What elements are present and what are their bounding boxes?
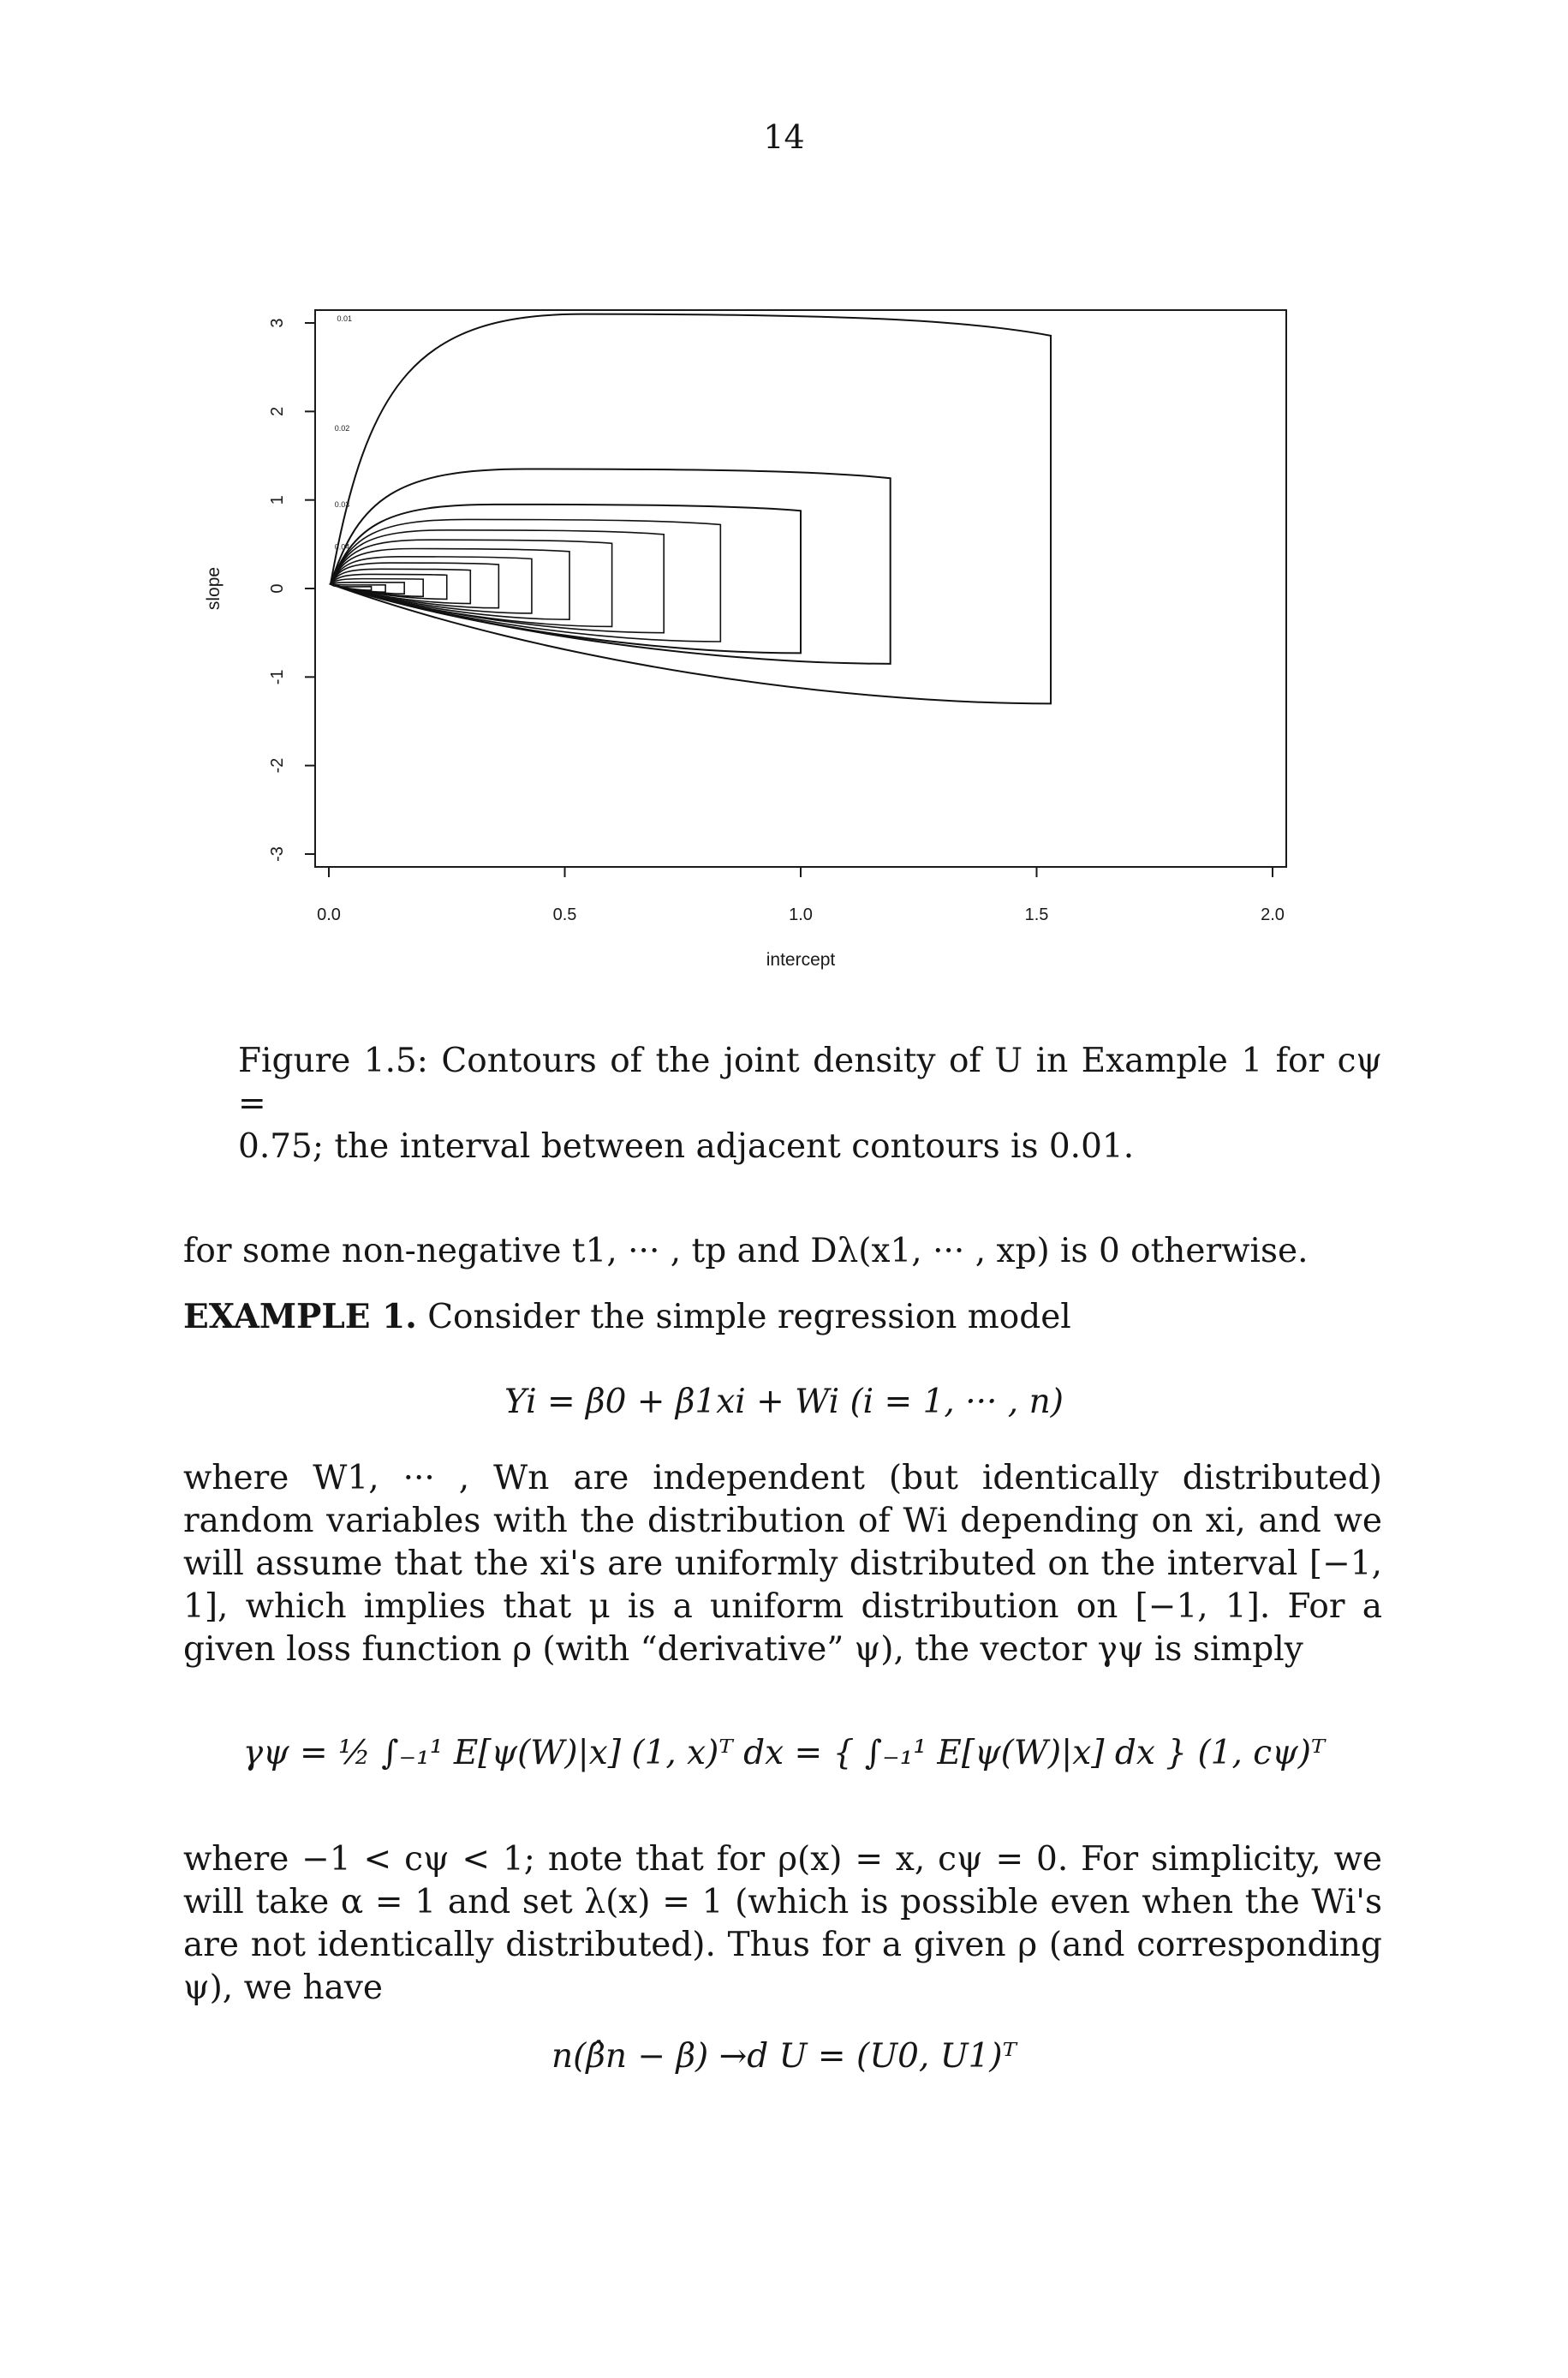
x-tick-label: 0.0: [317, 905, 341, 924]
contour-label: 0.02: [334, 424, 350, 433]
x-tick-label: 0.5: [552, 905, 577, 924]
x-axis-label: intercept: [766, 950, 836, 970]
contour-figure: [0, 0, 1568, 994]
paragraph-2: where W1, ··· , Wn are independent (but identically distributed) random variables with the distribution of Wi depending on xi, and we will assume that the xi's are uniformly distributed on the interval [−1, 1], which implies that μ is a uniform distribution on [−1, 1]. For a given loss function ρ (with “derivative” ψ), the vector γψ is simply: [183, 1459, 1382, 1669]
example-label: EXAMPLE 1.: [183, 1297, 417, 1336]
paragraph-3: where −1 < cψ < 1; note that for ρ(x) = x, cψ = 0. For simplicity, we will take α = 1 and set λ(x) = 1 (which is possible even when the Wi's are not identically distributed). Thus for a given ρ (and corresponding ψ), we have: [183, 1840, 1382, 2007]
caption-line-1: Figure 1.5: Contours of the joint density of U in Example 1 for cψ =: [238, 1042, 1382, 1123]
contour-labels: [335, 314, 352, 552]
x-tick-label: 2.0: [1261, 905, 1285, 924]
contour-line: [331, 519, 720, 642]
contour-label: 0.01: [337, 314, 353, 323]
equation-regression: Yi = β0 + β1xi + Wi (i = 1, ··· , n): [504, 1383, 1064, 1421]
contour-lines: [331, 314, 1051, 704]
y-axis-label: slope: [204, 566, 224, 611]
paragraph-1: [183, 1230, 1382, 1273]
example-heading: [183, 1295, 1382, 1339]
axes: [268, 318, 1285, 924]
contour-label: 0.04: [334, 542, 350, 552]
contour-line: [331, 314, 1051, 704]
contour-line: [331, 530, 664, 633]
y-tick-label: 3: [268, 318, 287, 328]
contour-label: 0.03: [334, 499, 350, 509]
y-tick-label: 1: [268, 495, 287, 505]
example-text: Consider the simple regression model: [427, 1298, 1071, 1336]
paragraph-1-text: for some non-negative t1, ··· , tp and Dλ(x1, ··· , xp) is 0 otherwise.: [183, 1232, 1309, 1270]
equation-gamma: γψ = ½ ∫₋₁¹ E[ψ(W)|x] (1, x)ᵀ dx = { ∫₋₁¹ E[ψ(W)|x] dx } (1, cψ)ᵀ: [242, 1734, 1326, 1772]
y-tick-label: -2: [268, 757, 287, 774]
contour-line: [331, 584, 385, 592]
equation-limit: n(β̂n − β) →d U = (U0, U1)ᵀ: [551, 2037, 1017, 2076]
y-tick-label: -3: [268, 846, 287, 862]
page-number: 14: [763, 118, 805, 156]
x-tick-label: 1.0: [789, 905, 813, 924]
caption-line-2: 0.75; the interval between adjacent contours is 0.01.: [238, 1127, 1135, 1166]
y-tick-label: 0: [268, 583, 287, 594]
y-tick-label: 2: [268, 406, 287, 416]
x-tick-label: 1.5: [1024, 905, 1049, 924]
figure-caption: [238, 1040, 1382, 1168]
contour-line: [331, 469, 891, 664]
y-tick-label: -1: [268, 669, 287, 685]
